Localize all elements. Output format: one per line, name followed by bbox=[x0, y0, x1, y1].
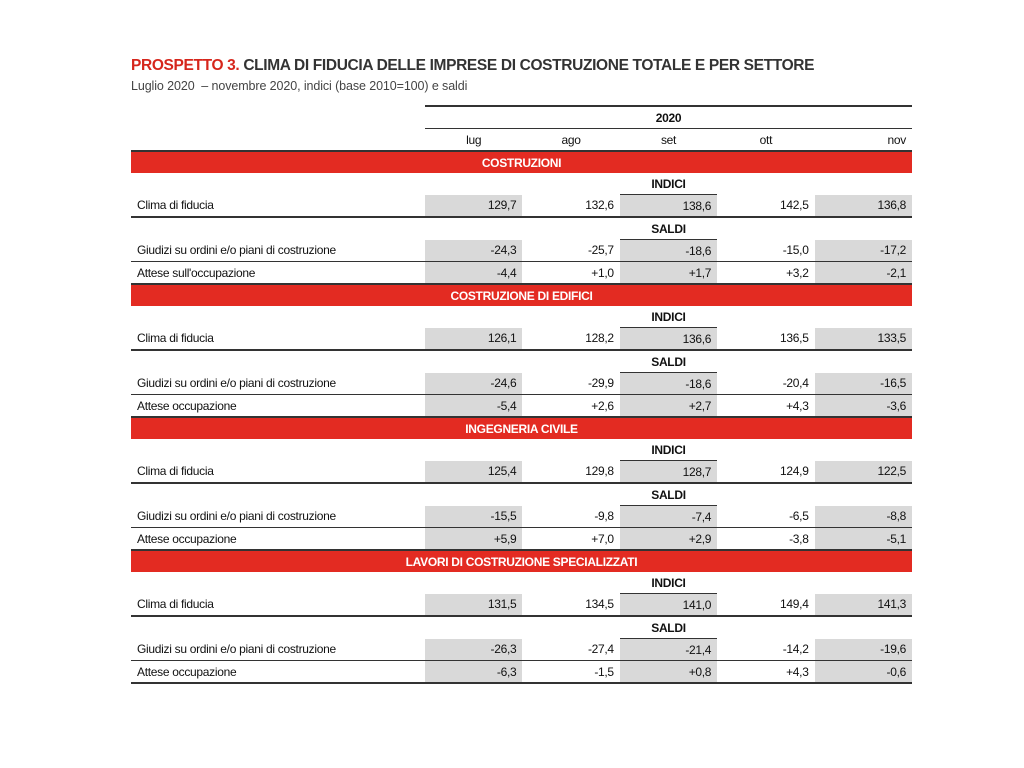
value-cell: +4,3 bbox=[717, 661, 814, 684]
row-label: Clima di fiducia bbox=[131, 461, 425, 484]
value-cell: +4,3 bbox=[717, 395, 814, 418]
section-header-row bbox=[131, 417, 912, 439]
value-cell: +2,7 bbox=[620, 395, 717, 418]
value-cell: -9,8 bbox=[522, 506, 619, 528]
value-cell: 134,5 bbox=[522, 594, 619, 617]
value-cell: 132,6 bbox=[522, 195, 619, 218]
subheader-blank-cell bbox=[425, 350, 522, 373]
subheader-blank-cell bbox=[717, 217, 814, 240]
value-cell: 133,5 bbox=[815, 328, 912, 351]
value-cell: +7,0 bbox=[522, 528, 619, 551]
section-header-row bbox=[131, 151, 912, 173]
month-header: ott bbox=[759, 132, 773, 147]
value-cell: 125,4 bbox=[425, 461, 522, 484]
value-cell: -29,9 bbox=[522, 373, 619, 395]
section-title: COSTRUZIONE DI EDIFICI bbox=[131, 284, 912, 306]
value-cell: -4,4 bbox=[425, 262, 522, 285]
giudizi-row bbox=[131, 373, 912, 395]
row-label: Attese occupazione bbox=[131, 395, 425, 418]
giudizi-row bbox=[131, 240, 912, 262]
section-title: INGEGNERIA CIVILE bbox=[131, 417, 912, 439]
subheader-blank-cell bbox=[522, 306, 619, 328]
subheader-blank-cell bbox=[522, 217, 619, 240]
page-subtitle: Luglio 2020 – novembre 2020, indici (base 2010=100) e saldi bbox=[131, 79, 468, 93]
subheader-blank-cell bbox=[815, 439, 912, 461]
subheader-blank-cell bbox=[131, 439, 425, 461]
value-cell: -15,5 bbox=[425, 506, 522, 528]
subheader-blank-cell bbox=[425, 572, 522, 594]
attese-row bbox=[131, 661, 912, 684]
value-cell: 136,6 bbox=[620, 328, 717, 351]
subheader-row bbox=[131, 217, 912, 240]
value-cell: -16,5 bbox=[815, 373, 912, 395]
subheader-blank-cell bbox=[717, 616, 814, 639]
subheader-blank-cell bbox=[131, 616, 425, 639]
value-cell: -21,4 bbox=[620, 639, 717, 661]
subheader-blank-cell bbox=[425, 439, 522, 461]
subheader-blank-cell bbox=[815, 306, 912, 328]
value-cell: +0,8 bbox=[620, 661, 717, 684]
subheader-row bbox=[131, 306, 912, 328]
value-cell: -19,6 bbox=[815, 639, 912, 661]
subheader-blank-cell bbox=[815, 572, 912, 594]
header-months-row bbox=[131, 129, 912, 152]
data-table bbox=[131, 105, 912, 684]
page-title bbox=[131, 57, 814, 75]
month-header: ago bbox=[561, 132, 581, 147]
header-blank-cell bbox=[131, 129, 425, 152]
clima-row bbox=[131, 461, 912, 484]
value-cell: 124,9 bbox=[717, 461, 814, 484]
saldi-label: SALDI bbox=[620, 483, 717, 506]
value-cell: +2,9 bbox=[620, 528, 717, 551]
subheader-blank-cell bbox=[131, 483, 425, 506]
subheader-blank-cell bbox=[717, 439, 814, 461]
subheader-blank-cell bbox=[425, 173, 522, 195]
value-cell: +5,9 bbox=[425, 528, 522, 551]
title-prefix: PROSPETTO 3. bbox=[131, 57, 240, 74]
subheader-blank-cell bbox=[131, 173, 425, 195]
value-cell: 128,7 bbox=[620, 461, 717, 484]
saldi-label: SALDI bbox=[620, 616, 717, 639]
value-cell: -27,4 bbox=[522, 639, 619, 661]
row-label: Attese sull'occupazione bbox=[131, 262, 425, 285]
value-cell: 131,5 bbox=[425, 594, 522, 617]
row-label: Clima di fiducia bbox=[131, 328, 425, 351]
subheader-blank-cell bbox=[522, 439, 619, 461]
value-cell: -20,4 bbox=[717, 373, 814, 395]
clima-row bbox=[131, 328, 912, 351]
section-header-row bbox=[131, 284, 912, 306]
subheader-row bbox=[131, 572, 912, 594]
value-cell: -7,4 bbox=[620, 506, 717, 528]
section-header-row bbox=[131, 550, 912, 572]
subheader-blank-cell bbox=[717, 306, 814, 328]
value-cell: -15,0 bbox=[717, 240, 814, 262]
subheader-blank-cell bbox=[131, 350, 425, 373]
subheader-blank-cell bbox=[717, 572, 814, 594]
subheader-blank-cell bbox=[425, 616, 522, 639]
value-cell: -1,5 bbox=[522, 661, 619, 684]
indici-label: INDICI bbox=[620, 572, 717, 594]
row-label: Giudizi su ordini e/o piani di costruzione bbox=[131, 240, 425, 262]
value-cell: 128,2 bbox=[522, 328, 619, 351]
value-cell: +1,0 bbox=[522, 262, 619, 285]
attese-row bbox=[131, 262, 912, 285]
value-cell: 141,0 bbox=[620, 594, 717, 617]
subheader-blank-cell bbox=[131, 306, 425, 328]
value-cell: 136,5 bbox=[717, 328, 814, 351]
value-cell: -8,8 bbox=[815, 506, 912, 528]
subheader-blank-cell bbox=[425, 483, 522, 506]
row-label: Clima di fiducia bbox=[131, 195, 425, 218]
value-cell: -6,3 bbox=[425, 661, 522, 684]
subheader-blank-cell bbox=[815, 217, 912, 240]
value-cell: 149,4 bbox=[717, 594, 814, 617]
value-cell: 129,7 bbox=[425, 195, 522, 218]
value-cell: +2,6 bbox=[522, 395, 619, 418]
subheader-blank-cell bbox=[815, 350, 912, 373]
header-year-row bbox=[131, 106, 912, 129]
value-cell: +1,7 bbox=[620, 262, 717, 285]
value-cell: -2,1 bbox=[815, 262, 912, 285]
value-cell: -3,6 bbox=[815, 395, 912, 418]
subheader-blank-cell bbox=[425, 306, 522, 328]
giudizi-row bbox=[131, 639, 912, 661]
subheader-row bbox=[131, 350, 912, 373]
subheader-row bbox=[131, 439, 912, 461]
giudizi-row bbox=[131, 506, 912, 528]
value-cell: -0,6 bbox=[815, 661, 912, 684]
subheader-blank-cell bbox=[522, 483, 619, 506]
value-cell: -25,7 bbox=[522, 240, 619, 262]
value-cell: -6,5 bbox=[717, 506, 814, 528]
subheader-row bbox=[131, 173, 912, 195]
month-header: set bbox=[660, 132, 677, 147]
row-label: Giudizi su ordini e/o piani di costruzione bbox=[131, 639, 425, 661]
indici-label: INDICI bbox=[620, 173, 717, 195]
value-cell: -3,8 bbox=[717, 528, 814, 551]
attese-row bbox=[131, 528, 912, 551]
subheader-blank-cell bbox=[522, 616, 619, 639]
year-header: 2020 bbox=[425, 106, 912, 129]
month-header: lug bbox=[466, 132, 482, 147]
subheader-row bbox=[131, 483, 912, 506]
value-cell: -18,6 bbox=[620, 240, 717, 262]
row-label: Giudizi su ordini e/o piani di costruzione bbox=[131, 373, 425, 395]
row-label: Attese occupazione bbox=[131, 528, 425, 551]
value-cell: 138,6 bbox=[620, 195, 717, 218]
value-cell: -5,1 bbox=[815, 528, 912, 551]
subheader-blank-cell bbox=[131, 217, 425, 240]
row-label: Giudizi su ordini e/o piani di costruzione bbox=[131, 506, 425, 528]
subheader-blank-cell bbox=[131, 572, 425, 594]
subheader-blank-cell bbox=[717, 483, 814, 506]
value-cell: -17,2 bbox=[815, 240, 912, 262]
attese-row bbox=[131, 395, 912, 418]
value-cell: -24,6 bbox=[425, 373, 522, 395]
saldi-label: SALDI bbox=[620, 350, 717, 373]
row-label: Attese occupazione bbox=[131, 661, 425, 684]
subheader-blank-cell bbox=[425, 217, 522, 240]
value-cell: 126,1 bbox=[425, 328, 522, 351]
value-cell: -18,6 bbox=[620, 373, 717, 395]
clima-row bbox=[131, 594, 912, 617]
saldi-label: SALDI bbox=[620, 217, 717, 240]
indici-label: INDICI bbox=[620, 439, 717, 461]
value-cell: -14,2 bbox=[717, 639, 814, 661]
subheader-blank-cell bbox=[815, 483, 912, 506]
month-header: nov bbox=[887, 132, 906, 147]
value-cell: 141,3 bbox=[815, 594, 912, 617]
section-title: COSTRUZIONI bbox=[131, 151, 912, 173]
clima-row bbox=[131, 195, 912, 218]
subheader-blank-cell bbox=[815, 616, 912, 639]
value-cell: -26,3 bbox=[425, 639, 522, 661]
indici-label: INDICI bbox=[620, 306, 717, 328]
value-cell: +3,2 bbox=[717, 262, 814, 285]
value-cell: 122,5 bbox=[815, 461, 912, 484]
subheader-row bbox=[131, 616, 912, 639]
value-cell: -24,3 bbox=[425, 240, 522, 262]
header-blank-cell bbox=[131, 106, 425, 129]
value-cell: 136,8 bbox=[815, 195, 912, 218]
value-cell: -5,4 bbox=[425, 395, 522, 418]
subheader-blank-cell bbox=[717, 173, 814, 195]
subheader-blank-cell bbox=[522, 350, 619, 373]
section-title: LAVORI DI COSTRUZIONE SPECIALIZZATI bbox=[131, 550, 912, 572]
subheader-blank-cell bbox=[522, 173, 619, 195]
title-text: CLIMA DI FIDUCIA DELLE IMPRESE DI COSTRUZIONE TOTALE E PER SETTORE bbox=[239, 57, 815, 74]
subheader-blank-cell bbox=[522, 572, 619, 594]
value-cell: 142,5 bbox=[717, 195, 814, 218]
subheader-blank-cell bbox=[717, 350, 814, 373]
subheader-blank-cell bbox=[815, 173, 912, 195]
row-label: Clima di fiducia bbox=[131, 594, 425, 617]
value-cell: 129,8 bbox=[522, 461, 619, 484]
